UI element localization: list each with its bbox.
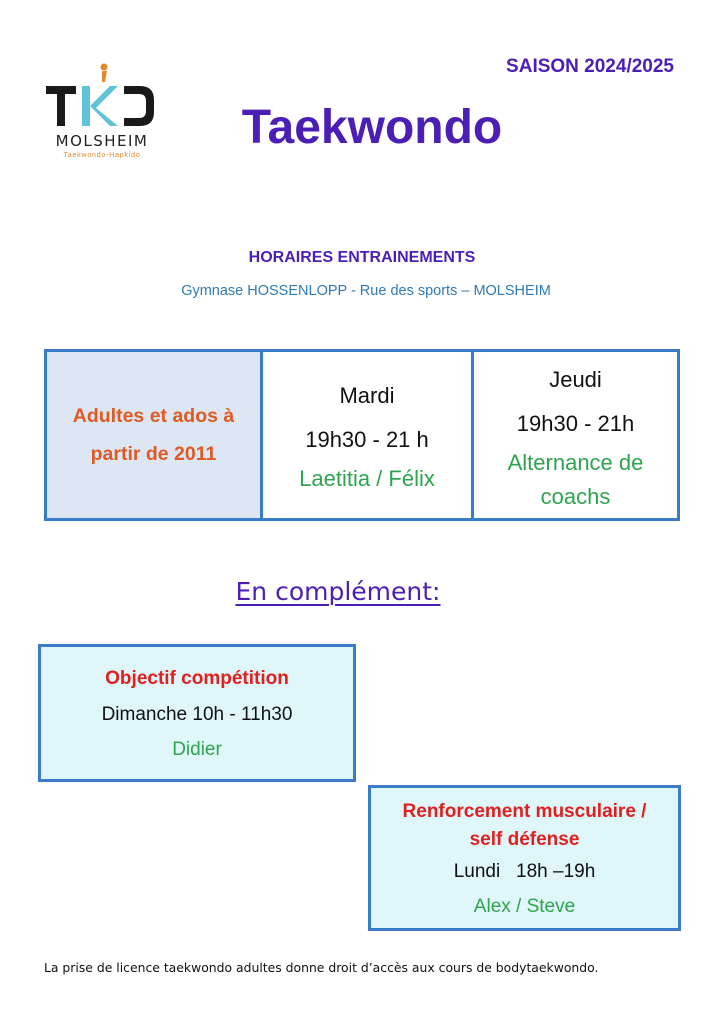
strength-title-line-1: Renforcement musculaire / (402, 801, 647, 822)
season-label: SAISON 2024/2025 (506, 56, 674, 77)
thursday-coach-line-2: coachs (540, 484, 611, 509)
thursday-day: Jeudi (549, 367, 602, 392)
thursday-time: 19h30 - 21h (516, 411, 635, 436)
tuesday-cell (263, 352, 474, 518)
group-line-1: Adultes et ados à (72, 405, 235, 427)
logo-subtitle: Taekwondo-Hapkido (63, 152, 141, 159)
strength-title-line-2: self défense (469, 829, 580, 850)
strength-time: Lundi 18h –19h (453, 861, 596, 882)
footer-note: La prise de licence taekwondo adultes donne droit d’accès aux cours de bodytaekwondo. (44, 960, 599, 975)
thursday-coach-line-1: Alternance de (507, 450, 644, 475)
competition-time: Dimanche 10h - 11h30 (101, 704, 293, 725)
tuesday-day: Mardi (339, 383, 395, 408)
competition-title: Objectif compétition (105, 668, 289, 689)
schedule-table (44, 349, 680, 521)
tuesday-coach: Laetitia / Félix (299, 466, 435, 491)
page-title: Taekwondo (241, 101, 503, 154)
group-cell (47, 352, 263, 518)
tuesday-time: 19h30 - 21 h (305, 427, 429, 452)
competition-session-box (38, 644, 356, 782)
complement-heading: En complément: (235, 577, 441, 606)
group-line-2: partir de 2011 (90, 443, 217, 465)
competition-coach: Didier (172, 739, 222, 760)
horaires-heading: HORAIRES ENTRAINEMENTS (248, 249, 476, 266)
thursday-cell (474, 352, 677, 518)
strength-session-box (368, 785, 681, 931)
logo-city: MOLSHEIM (55, 132, 149, 150)
kicker-figure-icon (94, 62, 114, 84)
location-text: Gymnase HOSSENLOPP - Rue des sports – MOLSHEIM (181, 283, 551, 299)
strength-coach: Alex / Steve (473, 896, 576, 917)
club-logo (44, 60, 166, 166)
tkd-logo-letters-icon (44, 82, 156, 130)
